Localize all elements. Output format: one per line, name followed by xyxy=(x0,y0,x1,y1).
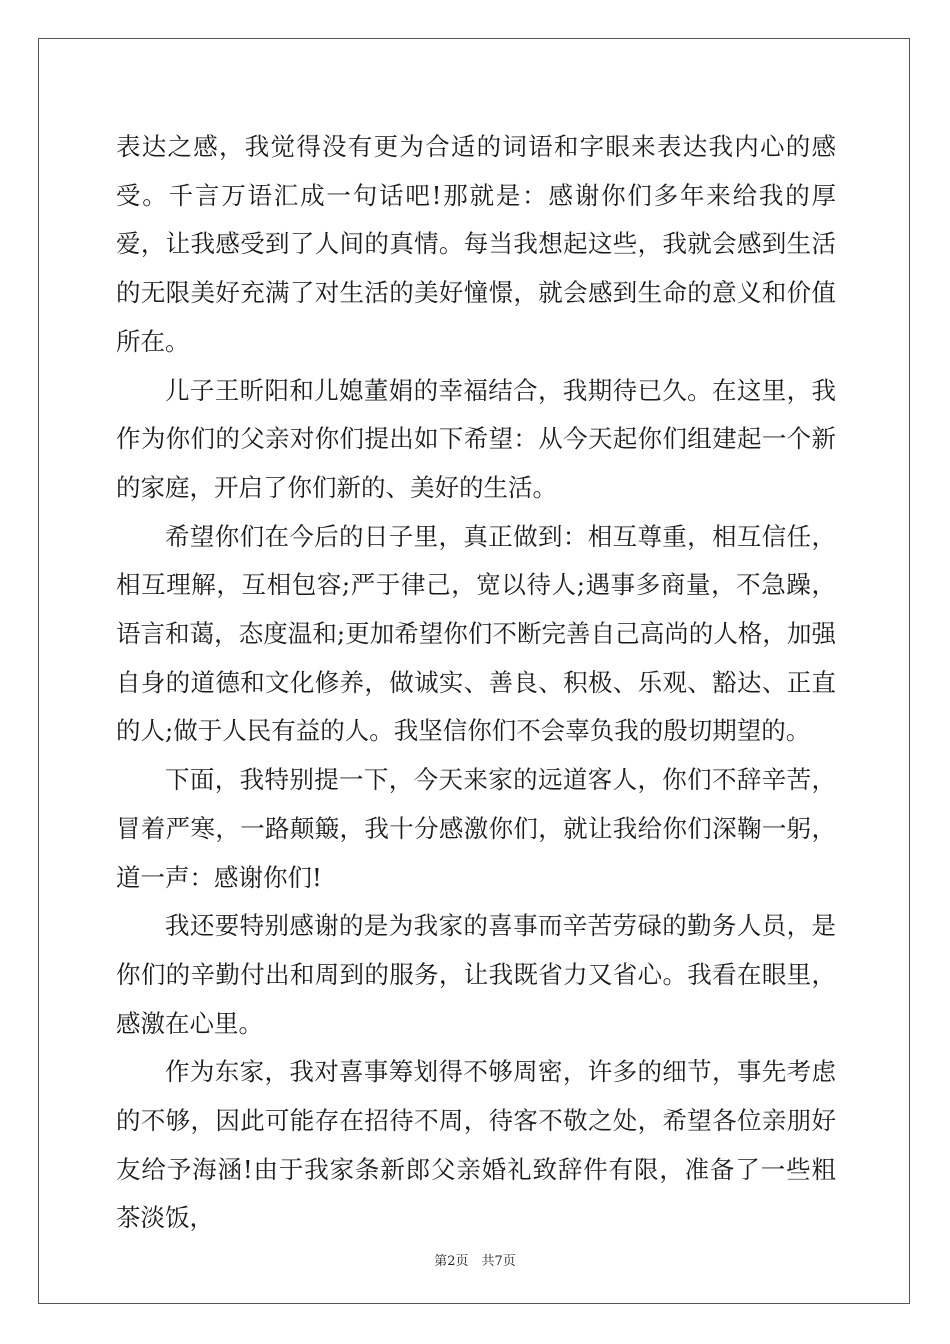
paragraph: 表达之感，我觉得没有更为合适的词语和字眼来表达我内心的感受。千言万语汇成一句话吧!那就是：感谢你们多年来给我的厚爱，让我感受到了人间的真情。每当我想起这些，我就会感到生活的无限美好充满了对生活的美好憧憬，就会感到生命的意义和价值所在。 xyxy=(116,132,836,356)
paragraph: 儿子王昕阳和儿媳董娟的幸福结合，我期待已久。在这里，我作为你们的父亲对你们提出如下希望：从今天起你们组建起一个新的家庭，开启了你们新的、美好的生活。 xyxy=(116,375,836,502)
paragraph: 我还要特别感谢的是为我家的喜事而辛苦劳碌的勤务人员，是你们的辛勤付出和周到的服务，让我既省力又省心。我看在眼里，感激在心里。 xyxy=(116,911,836,1038)
paragraph: 下面，我特别提一下，今天来家的远道客人，你们不辞辛苦，冒着严寒，一路颠簸，我十分感激你们，就让我给你们深鞠一躬，道一声：感谢你们! xyxy=(116,765,836,892)
document-body xyxy=(116,123,836,1243)
page-number-footer: 第2页 共7页 xyxy=(434,1254,516,1269)
paragraph: 作为东家，我对喜事筹划得不够周密，许多的细节，事先考虑的不够，因此可能存在招待不周，待客不敬之处，希望各位亲朋好友给予海涵!由于我家条新郎父亲婚礼致辞件有限，准备了一些粗茶淡饭， xyxy=(116,1057,836,1233)
paragraph: 希望你们在今后的日子里，真正做到：相互尊重，相互信任，相互理解，互相包容;严于律己，宽以待人;遇事多商量，不急躁，语言和蔼，态度温和;更加希望你们不断完善自己高尚的人格，加强自身的道德和文化修养，做诚实、善良、积极、乐观、豁达、正直的人;做于人民有益的人。我坚信你们不会辜负我的殷切期望的。 xyxy=(116,521,836,746)
